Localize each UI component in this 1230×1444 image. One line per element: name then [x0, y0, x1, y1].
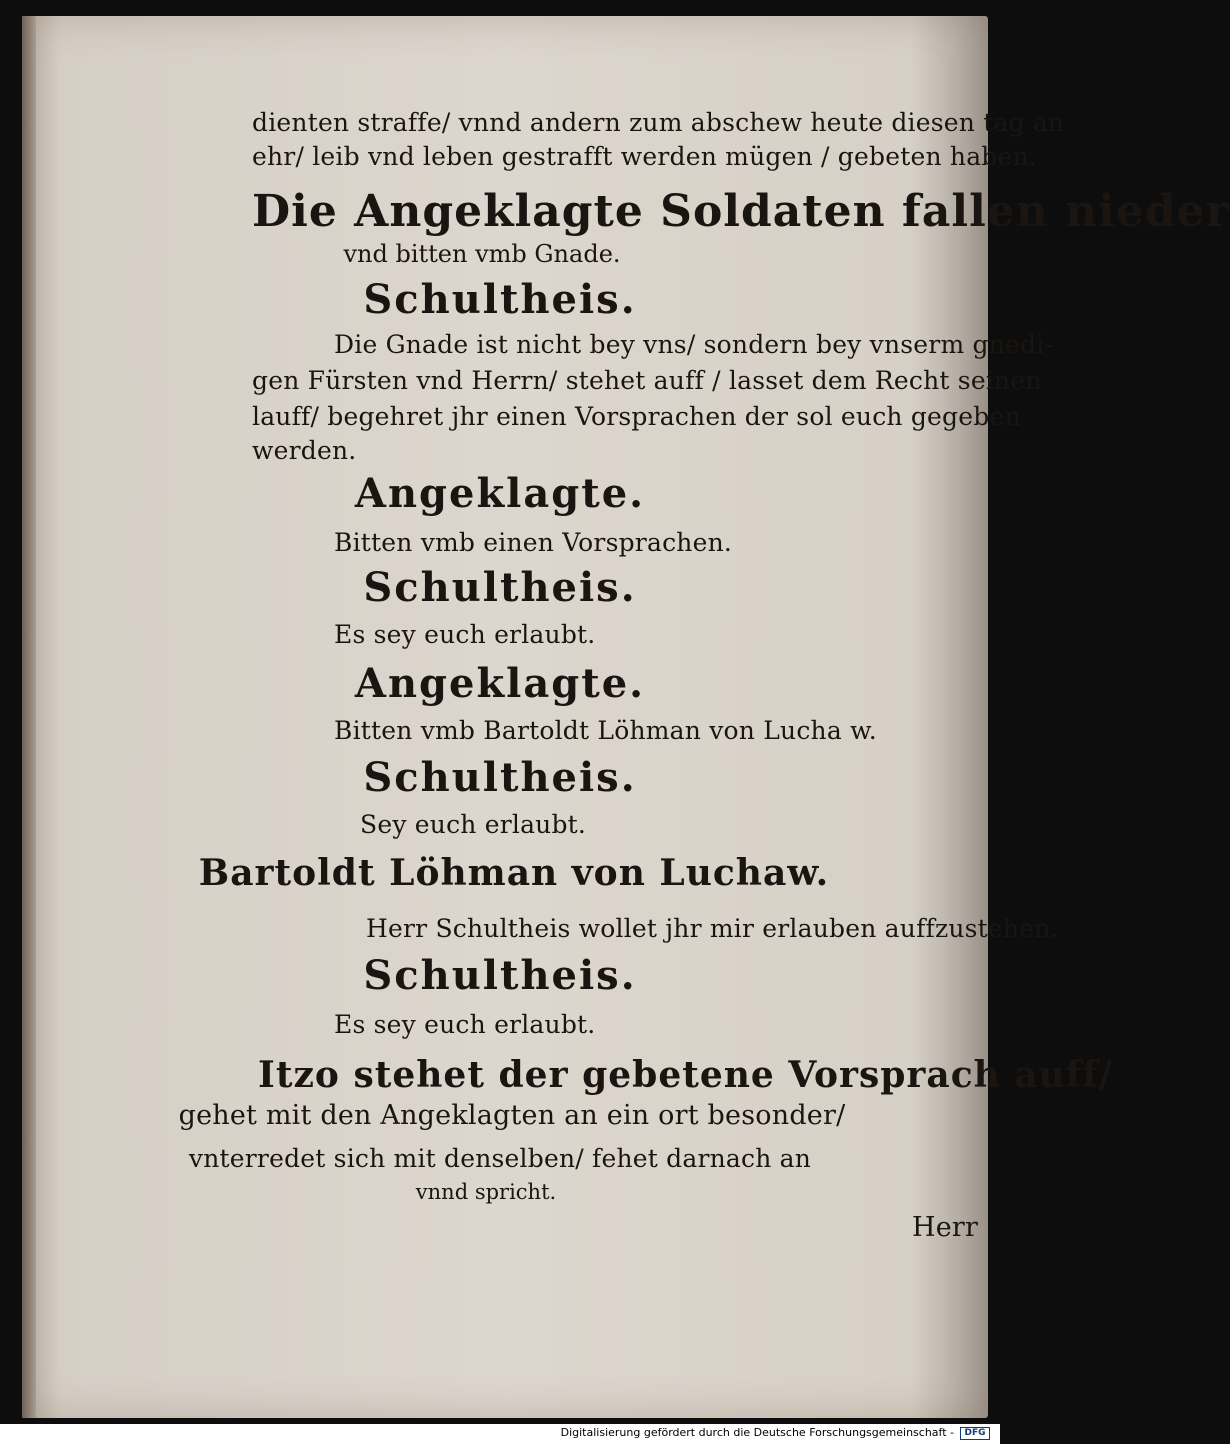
- speech-bartoldt: Herr Schultheis wollet jhr mir erlauben auffzustehen.: [366, 914, 1059, 943]
- speech-line-2: gen Fürsten vnd Herrn/ stehet auff / lasset dem Recht seinen: [252, 366, 1042, 395]
- speech-schultheis-4: Es sey euch erlaubt.: [334, 1010, 596, 1039]
- dfg-logo: DFG: [960, 1427, 990, 1440]
- footer-bar: [0, 1424, 1000, 1444]
- speaker-bartoldt: Bartoldt Löhman von Luchaw.: [198, 852, 830, 894]
- speech-line-3: lauff/ begehret jhr einen Vorsprachen der sol euch gegeben: [252, 402, 1021, 431]
- speaker-angeklagte-1: Angeklagte.: [354, 470, 646, 517]
- stage-direction-line-3: vnterredet sich mit denselben/ fehet darnach an: [188, 1144, 812, 1173]
- funding-credit: Digitalisierung gefördert durch die Deutsche Forschungsgemeinschaft -: [560, 1426, 954, 1439]
- speech-angeklagte-2: Bitten vmb Bartoldt Löhman von Lucha w.: [334, 716, 877, 745]
- speech-line-4: werden.: [252, 436, 357, 465]
- text-line-1: dienten straffe/ vnnd andern zum abschew heute diesen tag an: [252, 108, 1065, 137]
- speech-angeklagte-1: Bitten vmb einen Vorsprachen.: [334, 528, 733, 557]
- speech-schultheis-2: Es sey euch erlaubt.: [334, 620, 596, 649]
- page-gutter: [22, 16, 36, 1418]
- stage-direction-line-4: vnnd spricht.: [415, 1180, 557, 1204]
- speaker-schultheis-2: Schultheis.: [363, 564, 637, 611]
- text-line-2: ehr/ leib vnd leben gestrafft werden mügen / gebeten haben.: [252, 142, 1037, 171]
- speech-line-1: Die Gnade ist nicht bey vns/ sondern bey vnserm gnedi-: [334, 330, 1054, 359]
- speech-schultheis-3: Sey euch erlaubt.: [360, 810, 587, 839]
- catchword: Herr: [912, 1212, 979, 1243]
- speaker-schultheis-4: Schultheis.: [363, 952, 637, 999]
- heading-soldiers-sub: vnd bitten vmb Gnade.: [343, 240, 621, 268]
- stage-direction-line-1: Itzo stehet der gebetene Vorsprach auff/: [258, 1054, 1113, 1096]
- stage-direction-line-2: gehet mit den Angeklagten an ein ort besonder/: [178, 1100, 846, 1131]
- speaker-angeklagte-2: Angeklagte.: [354, 660, 646, 707]
- speaker-schultheis-3: Schultheis.: [363, 754, 637, 801]
- heading-soldiers: Die Angeklagte Soldaten fallen nieder: [252, 186, 1230, 237]
- speaker-schultheis-1: Schultheis.: [363, 276, 637, 323]
